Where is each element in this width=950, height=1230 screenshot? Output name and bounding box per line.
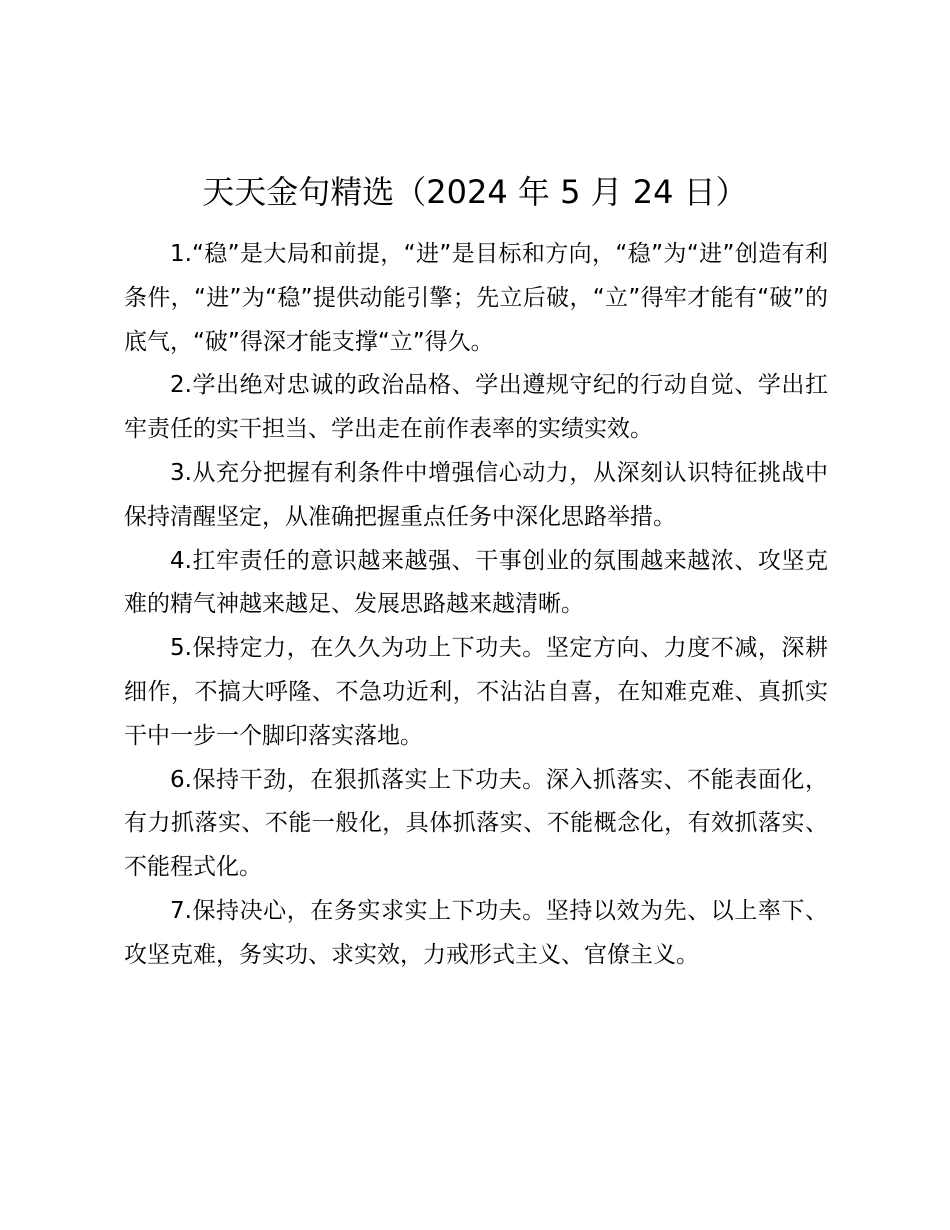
paragraph-3: 3.从充分把握有利条件中增强信心动力，从深刻认识特征挑战中保持清醒坚定，从准确把握重点任务中深化思路举措。 (124, 459, 828, 530)
document-title: 天天金句精选（2024 年 5 月 24 日） (202, 173, 748, 211)
paragraph-2: 2.学出绝对忠诚的政治品格、学出遵规守纪的行动自觉、学出扛牢责任的实干担当、学出走在前作表率的实绩实效。 (124, 372, 828, 443)
paragraph-1: 1.“稳”是大局和前提，“进”是目标和方向，“稳”为“进”创造有利条件，“进”为“稳”提供动能引擎；先立后破，“立”得牢才能有“破”的底气，“破”得深才能支撑“立”得久。 (124, 241, 828, 355)
document-body (124, 233, 828, 978)
paragraph-6: 6.保持干劲，在狠抓落实上下功夫。深入抓落实、不能表面化，有力抓落实、不能一般化，具体抓落实、不能概念化，有效抓落实、不能程式化。 (124, 766, 828, 881)
paragraph-5: 5.保持定力，在久久为功上下功夫。坚定方向、力度不减，深耕细作，不搞大呼隆、不急功近利，不沾沾自喜，在知难克难、真抓实干中一步一个脚印落实落地。 (124, 635, 828, 749)
paragraph-7: 7.保持决心，在务实求实上下功夫。坚持以效为先、以上率下、攻坚克难，务实功、求实效，力戒形式主义、官僚主义。 (124, 897, 828, 968)
paragraph-4: 4.扛牢责任的意识越来越强、干事创业的氛围越来越浓、攻坚克难的精气神越来越足、发展思路越来越清晰。 (124, 547, 828, 618)
